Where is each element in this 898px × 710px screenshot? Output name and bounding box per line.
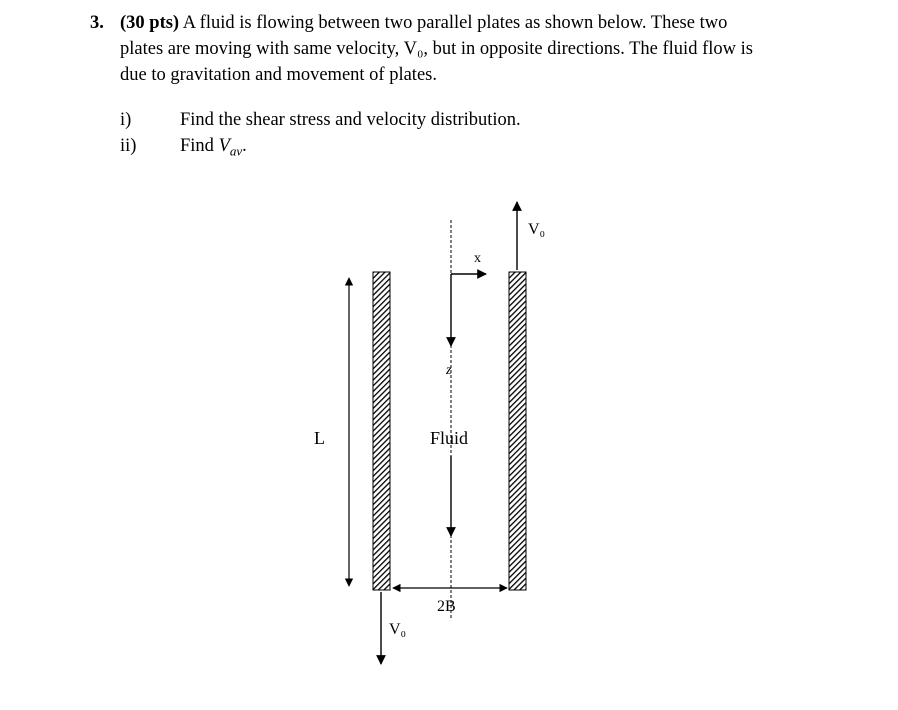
problem-points: (30 pts) (120, 13, 180, 33)
question-ii-prefix: Find (180, 136, 219, 156)
question-i-text: Find the shear stress and velocity distribution. (180, 110, 521, 130)
label-x: x (474, 251, 481, 266)
label-L: L (314, 428, 325, 448)
left-plate (373, 272, 390, 590)
problem-text-1: A fluid is flowing between two parallel plates as shown below. These two (179, 13, 728, 33)
question-ii-label: ii) (120, 136, 137, 156)
label-fluid: Fluid (430, 428, 469, 448)
question-ii-var-sub: av (229, 143, 243, 159)
question-i-label: i) (120, 110, 132, 130)
label-2B: 2B (437, 598, 456, 615)
question-ii-suffix: . (242, 136, 247, 156)
problem-line-2: plates are moving with same velocity, V₀, but in opposite directions. The fluid flow is (120, 39, 753, 59)
right-plate (509, 272, 526, 590)
label-v0-bottom: V₀ (389, 621, 407, 638)
question-ii-var: V (218, 136, 230, 156)
problem-line-3: due to gravitation and movement of plates. (120, 65, 437, 85)
problem-number: 3. (90, 13, 104, 33)
label-v0-top: V₀ (528, 221, 546, 238)
label-z: z (446, 363, 452, 378)
